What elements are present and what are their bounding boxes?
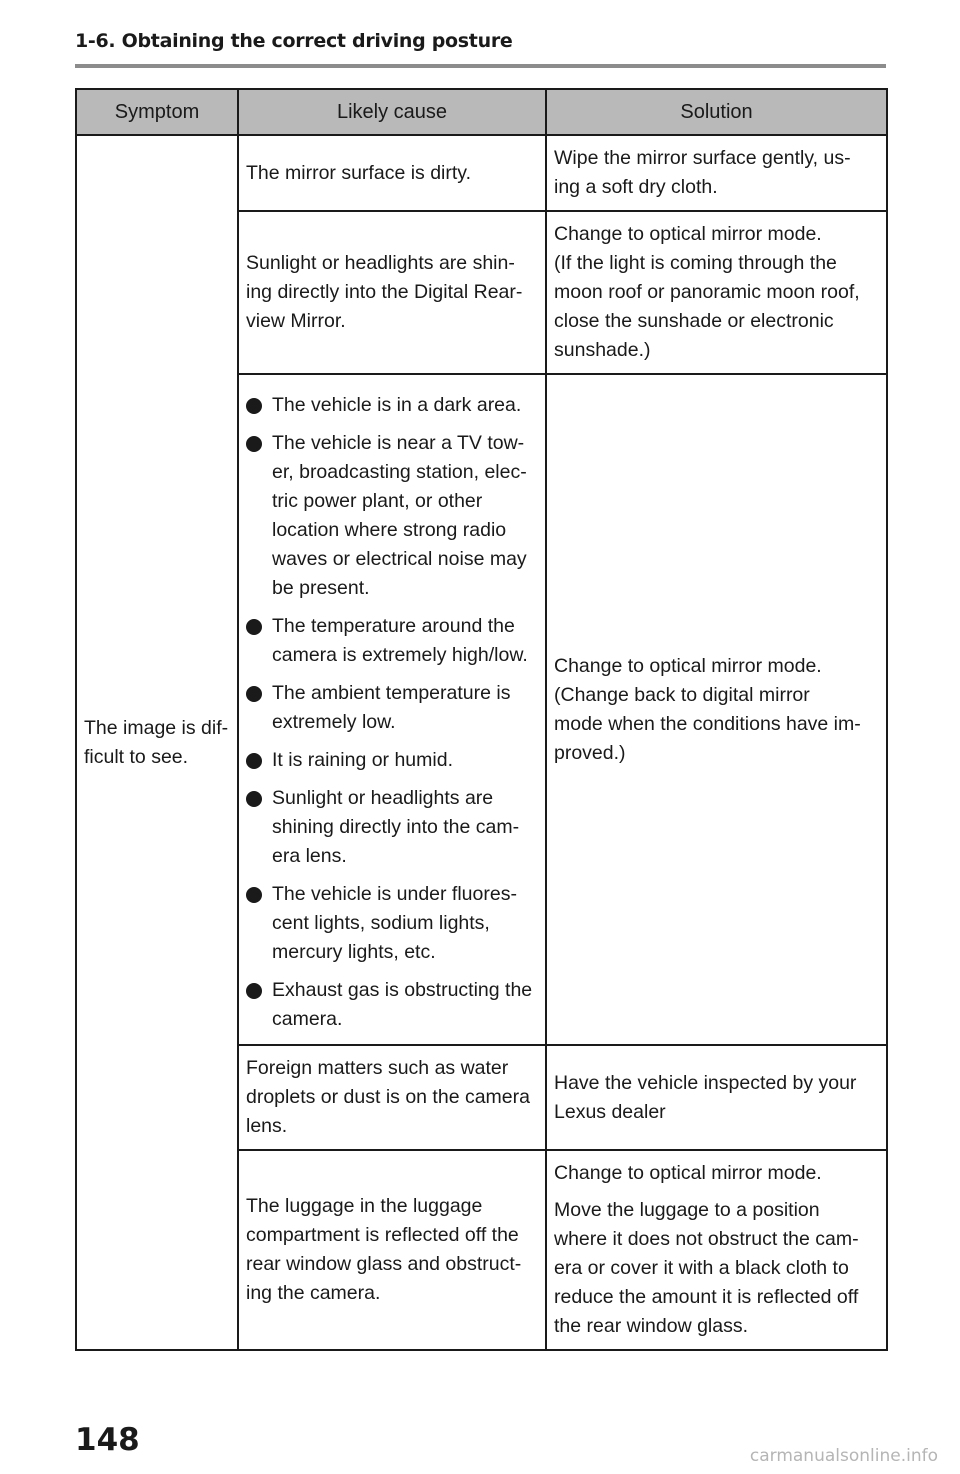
bullet-dot-icon <box>246 398 262 414</box>
cause-cell: Sunlight or headlights are shin- ing directly into the Digital Rear- view Mirror. <box>238 211 546 374</box>
list-item: The vehicle is near a TV tow- er, broadcasting station, elec- tric power plant, or other location where strong radio waves or electrical noise may be present. <box>246 429 538 603</box>
solution-cell: Wipe the mirror surface gently, us- ing a soft dry cloth. <box>546 135 887 211</box>
cause-cell: The luggage in the luggage compartment is reflected off the rear window glass and obstruct- ing the camera. <box>238 1150 546 1350</box>
solution-cell: Have the vehicle inspected by your Lexus dealer <box>546 1045 887 1150</box>
page-number: 148 <box>75 1422 140 1458</box>
solution-cell: Change to optical mirror mode. (If the light is coming through the moon roof or panoramic moon roof, close the sunshade or electronic sunshade.) <box>546 211 887 374</box>
list-item: The ambient temperature is extremely low. <box>246 679 538 737</box>
solution-cell: Change to optical mirror mode. (Change back to digital mirror mode when the conditions have im- proved.) <box>546 374 887 1045</box>
cause-cell <box>238 374 546 1045</box>
header-rule <box>75 64 886 68</box>
table-header-row <box>76 89 887 135</box>
bullet-dot-icon <box>246 753 262 769</box>
symptom-cell: The image is dif- ficult to see. <box>76 135 238 1350</box>
cause-cell: The mirror surface is dirty. <box>238 135 546 211</box>
table-row <box>76 135 887 211</box>
bullet-dot-icon <box>246 686 262 702</box>
bullet-dot-icon <box>246 791 262 807</box>
cause-cell: Foreign matters such as water droplets or dust is on the camera lens. <box>238 1045 546 1150</box>
bullet-dot-icon <box>246 436 262 452</box>
column-header-likely-cause: Likely cause <box>238 89 546 135</box>
solution-paragraph: Move the luggage to a position where it does not obstruct the cam- era or cover it with a black cloth to reduce the amount it is reflected off the rear window glass. <box>554 1199 859 1337</box>
section-title: 1-6. Obtaining the correct driving posture <box>75 30 513 52</box>
list-item: It is raining or humid. <box>246 746 538 775</box>
bullet-dot-icon <box>246 983 262 999</box>
troubleshooting-table <box>75 88 888 1351</box>
site-watermark: carmanualsonline.info <box>749 1446 938 1466</box>
list-item: The vehicle is in a dark area. <box>246 391 538 420</box>
column-header-solution: Solution <box>546 89 887 135</box>
bullet-dot-icon <box>246 887 262 903</box>
list-item: The vehicle is under fluores- cent lights, sodium lights, mercury lights, etc. <box>246 880 538 967</box>
bullet-dot-icon <box>246 619 262 635</box>
column-header-symptom: Symptom <box>76 89 238 135</box>
solution-paragraph: Change to optical mirror mode. <box>554 1162 822 1184</box>
solution-cell <box>546 1150 887 1350</box>
cause-bullet-list <box>246 391 538 1034</box>
list-item: Exhaust gas is obstructing the camera. <box>246 976 538 1034</box>
list-item: Sunlight or headlights are shining directly into the cam- era lens. <box>246 784 538 871</box>
list-item: The temperature around the camera is extremely high/low. <box>246 612 538 670</box>
